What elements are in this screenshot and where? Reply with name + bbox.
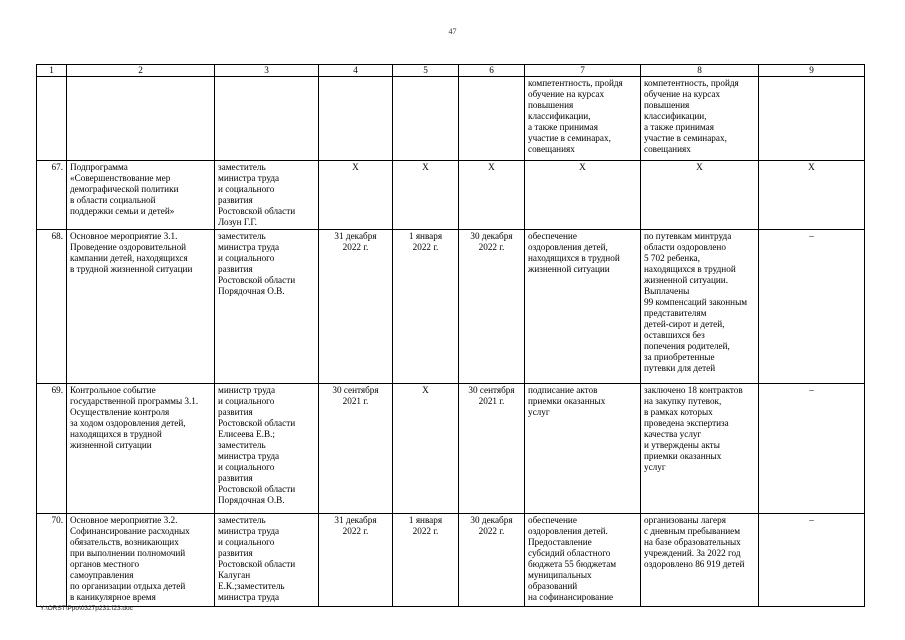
start-date: Х <box>393 384 459 514</box>
deviation-reason: – <box>759 384 865 514</box>
start-date: Х <box>393 161 459 230</box>
report-table <box>36 64 865 607</box>
actual-date: 30 декабря 2022 г. <box>459 230 525 384</box>
start-date <box>393 77 459 161</box>
responsible-executor <box>215 77 319 161</box>
row-number <box>37 77 67 161</box>
header-col-8: 8 <box>641 65 759 77</box>
responsible-executor: заместитель министра труда и социального развития Ростовской области Калуган Е.К.;заместитель министра труда <box>215 514 319 607</box>
responsible-executor: заместитель министра труда и социального развития Ростовской области Порядочная О.В. <box>215 230 319 384</box>
table-row <box>37 384 865 514</box>
start-date: 1 января 2022 г. <box>393 230 459 384</box>
actual-date: 30 сентября 2021 г. <box>459 384 525 514</box>
event-name <box>67 77 215 161</box>
row-number: 69. <box>37 384 67 514</box>
planned-result: подписание актов приемки оказанных услуг <box>525 384 641 514</box>
deviation-reason <box>759 77 865 161</box>
table-row <box>37 161 865 230</box>
event-name: Основное мероприятие 3.2. Софинансирование расходных обязательств, возникающих при выполнении полномочий органов местного самоуправления по организации отдыха детей в каникулярное время <box>67 514 215 607</box>
row-number: 67. <box>37 161 67 230</box>
header-col-1: 1 <box>37 65 67 77</box>
header-col-7: 7 <box>525 65 641 77</box>
header-col-6: 6 <box>459 65 525 77</box>
deviation-reason: – <box>759 514 865 607</box>
header-col-9: 9 <box>759 65 865 77</box>
event-name: Основное мероприятие 3.1. Проведение оздоровительной кампании детей, находящихся в трудной жизненной ситуации <box>67 230 215 384</box>
header-col-4: 4 <box>319 65 393 77</box>
planned-date: 31 декабря 2022 г. <box>319 514 393 607</box>
planned-date: Х <box>319 161 393 230</box>
actual-date: 30 декабря 2022 г. <box>459 514 525 607</box>
planned-date: 30 сентября 2021 г. <box>319 384 393 514</box>
actual-result: организованы лагеря с дневным пребыванием на базе образовательных учреждений. За 2022 год оздоровлено 86 919 детей <box>641 514 759 607</box>
row-number: 70. <box>37 514 67 607</box>
actual-result: заключено 18 контрактов на закупку путевок, в рамках которых проведена экспертиза качества услуг и утверждены акты приемки оказанных услуг <box>641 384 759 514</box>
deviation-reason: Х <box>759 161 865 230</box>
start-date: 1 января 2022 г. <box>393 514 459 607</box>
table-row <box>37 77 865 161</box>
header-col-2: 2 <box>67 65 215 77</box>
planned-date <box>319 77 393 161</box>
planned-result: обеспечение оздоровления детей. Предоставление субсидий областного бюджета 55 бюджетам муниципальных образований на софинансирование <box>525 514 641 607</box>
planned-result: Х <box>525 161 641 230</box>
actual-result: Х <box>641 161 759 230</box>
deviation-reason: – <box>759 230 865 384</box>
row-number: 68. <box>37 230 67 384</box>
actual-result: компетентность, пройдя обучение на курсах повышения классификации, а также принимая участие в семинарах, совещаниях <box>641 77 759 161</box>
planned-result: компетентность, пройдя обучение на курсах повышения классификации, а также принимая участие в семинарах, совещаниях <box>525 77 641 161</box>
actual-date <box>459 77 525 161</box>
responsible-executor: заместитель министра труда и социального развития Ростовской области Лозун Г.Г. <box>215 161 319 230</box>
planned-result: обеспечение оздоровления детей, находящихся в трудной жизненной ситуации <box>525 230 641 384</box>
page-number: 47 <box>448 27 457 36</box>
header-col-3: 3 <box>215 65 319 77</box>
header-row <box>37 65 865 77</box>
event-name: Контрольное событие государственной программы 3.1. Осуществление контроля за ходом оздоровления детей, находящихся в трудной жизненной ситуации <box>67 384 215 514</box>
file-path-footer: Y:\ORST\Ppo\0327p231.f23.doc <box>40 605 133 612</box>
table-row <box>37 230 865 384</box>
table-row <box>37 514 865 607</box>
actual-date: Х <box>459 161 525 230</box>
responsible-executor: министр труда и социального развития Ростовской области Елисеева Е.В.; заместитель министра труда и социального развития Ростовской области Порядочная О.В. <box>215 384 319 514</box>
planned-date: 31 декабря 2022 г. <box>319 230 393 384</box>
event-name: Подпрограмма «Совершенствование мер демографической политики в области социальной поддержки семьи и детей» <box>67 161 215 230</box>
header-col-5: 5 <box>393 65 459 77</box>
actual-result: по путевкам минтруда области оздоровлено 5 702 ребенка, находящихся в трудной жизненной ситуации. Выплачены 99 компенсаций законным представителям детей-сирот и детей, оставшихся без попечения родителей, за приобретенные путевки для детей <box>641 230 759 384</box>
